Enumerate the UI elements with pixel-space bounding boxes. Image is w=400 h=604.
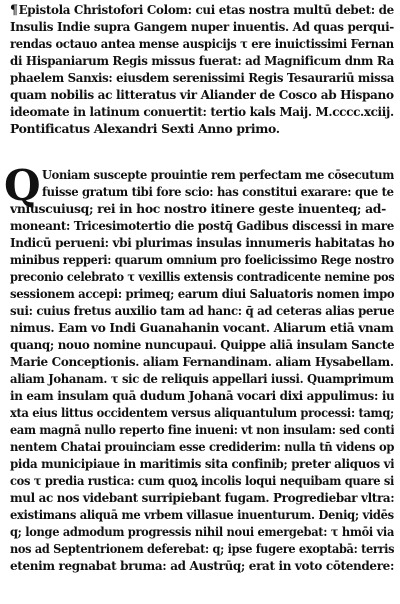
- body-line: quanq; nouo nomine nuncupaui. Quippe aliā insulam Sancte: [10, 337, 394, 352]
- body-line: existimans aliquā me vrbem villasue inuenturum. Deniq; vidēs: [10, 507, 394, 522]
- body-line: Indicū perueni: vbi plurimas insulas innumeris habitatas ho: [10, 235, 394, 250]
- heading-line: di Hispaniarum Regis missus fuerat: ad Magnificum dnm Ra: [10, 53, 394, 68]
- body-line: nentem Chatai prouinciam esse crediderim: nulla tn̄ videns op: [10, 439, 394, 454]
- paragraph-mark: ¶: [10, 3, 18, 17]
- drop-cap: Q: [4, 161, 41, 210]
- body-line: eam magnā nullo reperto fine inueni: vt non insulam: sed conti: [10, 422, 394, 437]
- body-line: aliam Johanam. τ sic de reliquis appellari iussi. Quamprimum: [10, 371, 394, 386]
- heading-line: ¶Epistola Christofori Colom: cui etas nostra multū debet: de: [10, 2, 394, 17]
- body-line: vniuscuiusq; rei in hoc nostro itinere geste inuenteq; ad-: [10, 201, 386, 216]
- heading-line: ideomate in latinum conuertit: tertio kals Maij. M.cccc.xciij.: [10, 104, 394, 119]
- body-line: cos τ predia rustica: cum quoꝝ incolis loqui nequibam quare si: [10, 473, 394, 488]
- body-line: q; longe admodum progressis nihil noui emergebat: τ hmōi via: [10, 524, 394, 539]
- heading-line: phaelem Sanxis: eiusdem serenissimi Regis Tesaurariū missa: [10, 70, 394, 85]
- body-line: in eam insulam quā dudum Johanā vocari dixi appulimus: iu: [10, 388, 394, 403]
- heading-line: quam nobilis ac litteratus vir Aliander de Cosco ab Hispano: [10, 87, 394, 102]
- body-line: Marie Conceptionis. aliam Fernandinam. aliam Hysabellam.: [10, 354, 394, 369]
- body-line: mul ac nos videbant surripiebant fugam. Progrediebar vltra:: [10, 490, 394, 505]
- body-line: sessionem accepi: primeq; earum diui Saluatoris nomen impo: [10, 286, 394, 301]
- body-line: Uoniam suscepte prouintie rem perfectam me cōsecutum: [42, 167, 394, 182]
- body-line: xta eius littus occidentem versus aliquantulum processi: tamq;: [10, 405, 394, 420]
- body-line: etenim regnabat bruma: ad Austrūq; erat in voto cōtendere:: [10, 558, 394, 573]
- body-line: sui: cuius fretus auxilio tam ad hanc: q̄ ad ceteras alias perue: [10, 303, 394, 318]
- body-line: nos ad Septentrionem deferebat: q; ipse fugere exoptabā: terris: [10, 541, 394, 556]
- body-line: pida municipiaue in maritimis sita confinib; preter aliquos vi: [10, 456, 394, 471]
- heading-line: rendas octauo antea mense auspicijs τ ere inuictissimi Fernan: [10, 36, 394, 51]
- body-line: preconio celebrato τ vexillis extensis contradicente nemine pos: [10, 269, 394, 284]
- body-line: minibus repperi: quarum omnium pro foelicissimo Rege nostro: [10, 252, 394, 267]
- body-line: fuisse gratum tibi fore scio: has constitui exarare: que te: [42, 184, 394, 199]
- heading-line: Insulis Indie supra Gangem nuper inuentis. Ad quas perqui-: [10, 19, 394, 34]
- body-line: moneant: Tricesimotertio die postq̄ Gadibus discessi in mare: [10, 218, 394, 233]
- body-line: nimus. Eam vo Indi Guanahanin vocant. Aliarum etiā vnam: [10, 320, 394, 335]
- heading-line: Pontificatus Alexandri Sexti Anno primo.: [10, 121, 280, 136]
